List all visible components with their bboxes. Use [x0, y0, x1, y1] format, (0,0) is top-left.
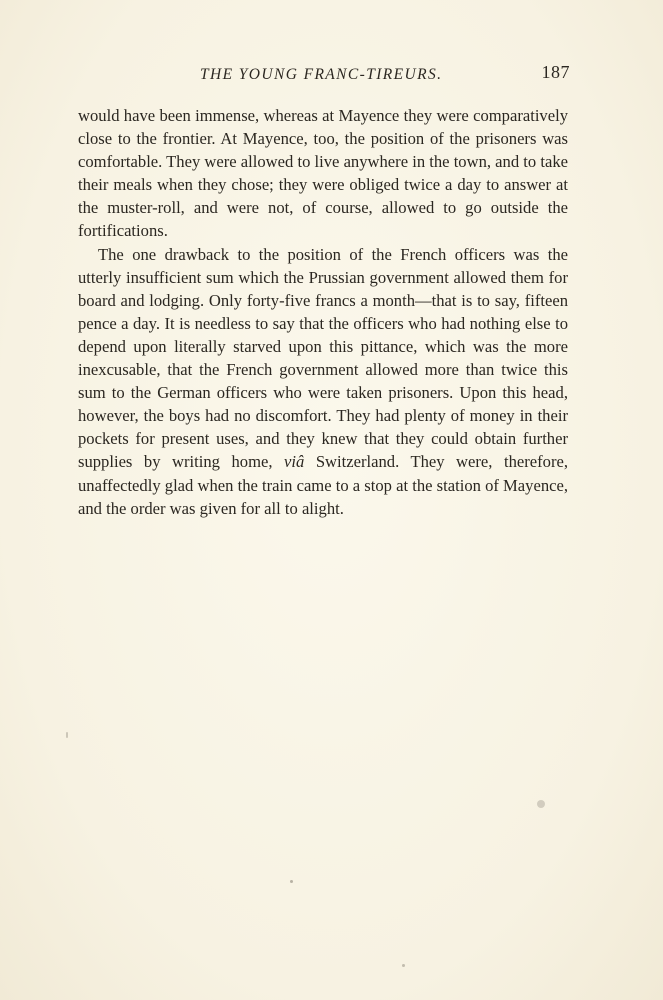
paper-speck: [290, 880, 293, 883]
page-header: [78, 62, 568, 92]
paper-speck: [402, 964, 405, 967]
paper-speck: [66, 732, 68, 738]
body-text: [78, 104, 568, 520]
running-title: THE YOUNG FRANC-TIREURS.: [200, 66, 443, 83]
paragraph-1: would have been immense, whereas at Mayence they were comparatively close to the frontier. At Mayence, too, the position of the prisoners was comfortable. They were allowed to live anywhere in the town, and to take their meals when they chose; they were obliged twice a day to answer at the muster-roll, and were not, of course, allowed to go outside the fortifications.: [78, 106, 568, 241]
paragraph-2-text-before: The one drawback to the position of the French officers was the utterly insufficient sum which the Prussian government allowed them for board and lodging. Only forty-five francs a month—that is to say, fifteen pence a day. It is needless to say that the officers who had nothing else to depend upon literally starved upon this pittance, which was the more inexcusable, that the French government allowed more than twice this sum to the German officers who were taken prisoners. Upon this head, however, the boys had no discomfort. They had plenty of money in their pockets for present uses, and they knew that they could obtain further supplies by writing home,: [78, 244, 568, 472]
paragraph-2: [78, 243, 568, 520]
paragraph-2-italic-word: viâ: [284, 452, 305, 472]
paper-speck: [537, 800, 545, 808]
page-number: 187: [541, 62, 570, 82]
paragraph-2-text-after: Switzerland. They were, therefore, unaffectedly glad when the train came to a stop at the station of Mayence, and the order was given for all to alight.: [78, 452, 568, 518]
